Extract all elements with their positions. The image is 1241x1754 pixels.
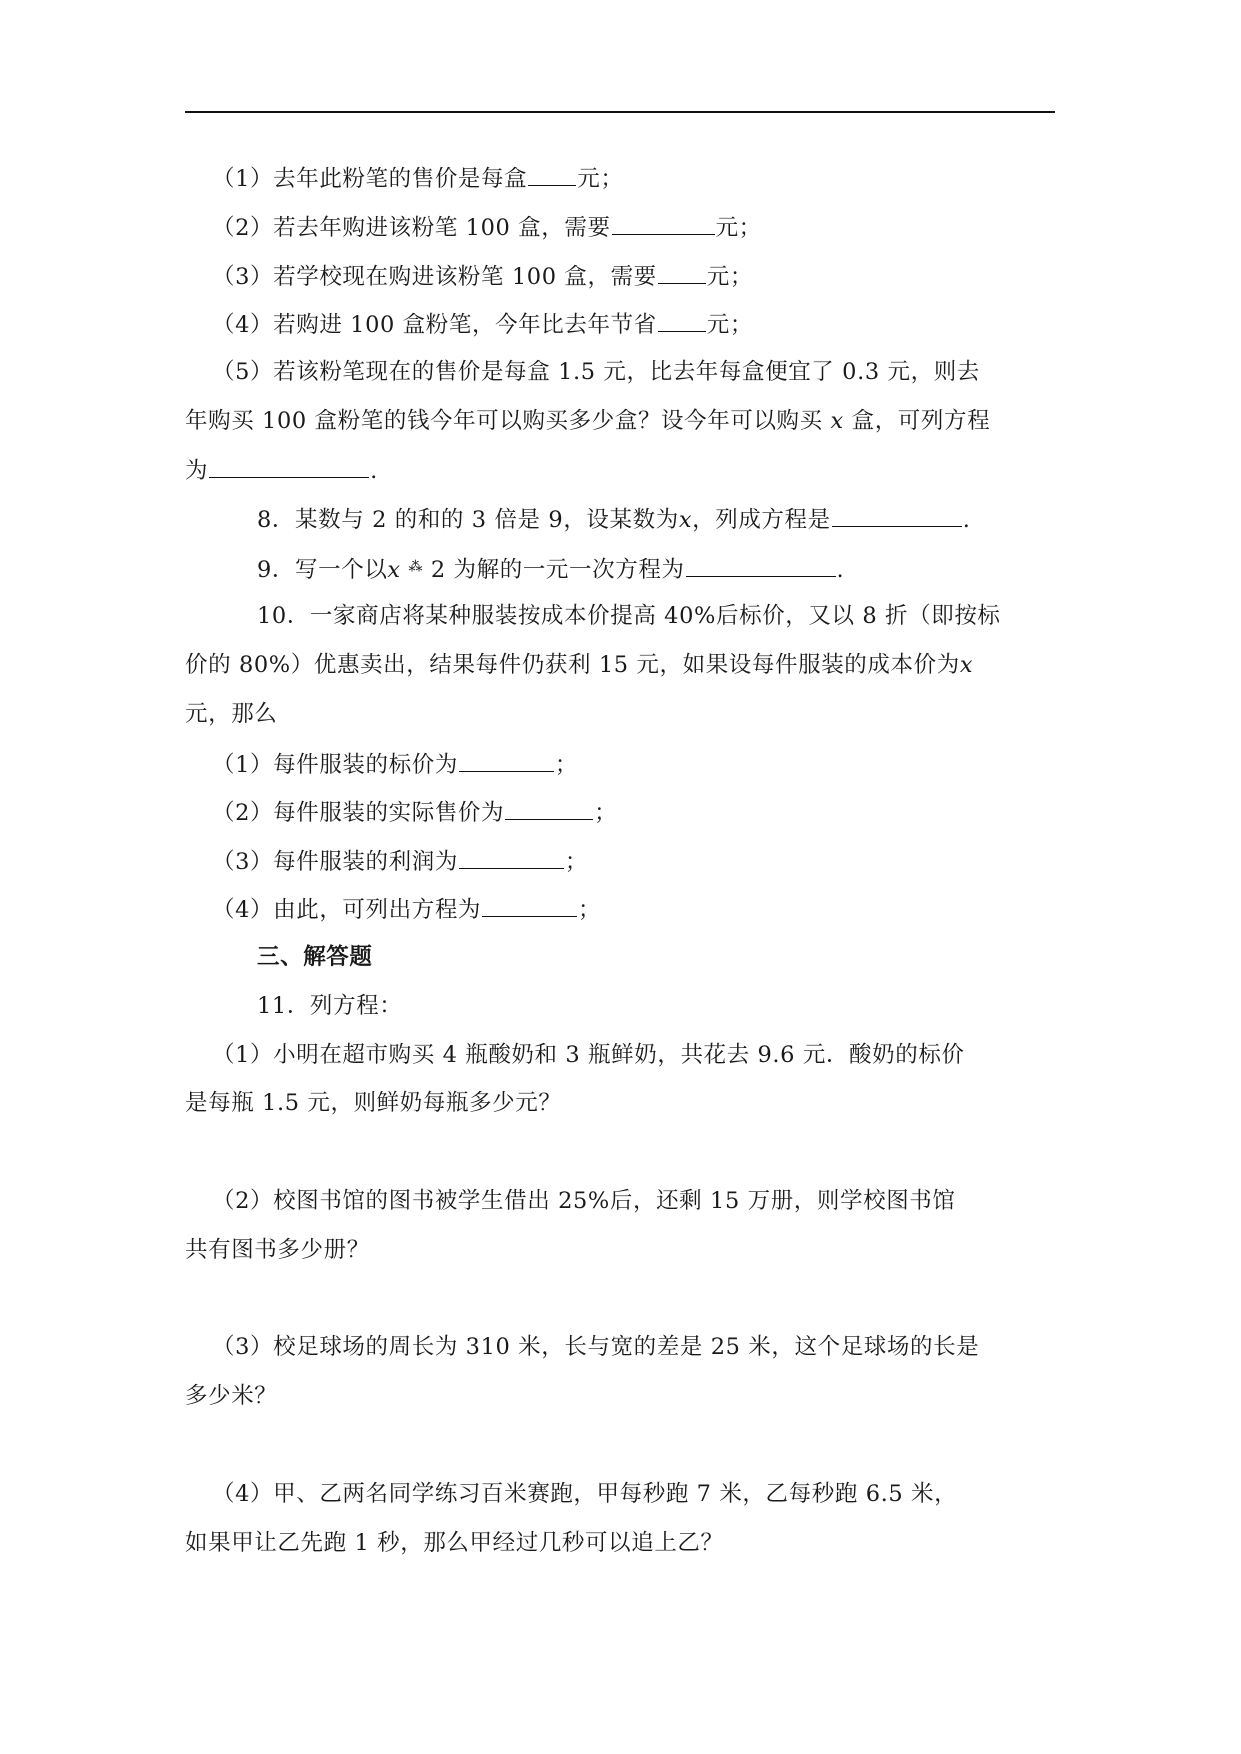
problem-1-cont: 是每瓶 1.5 元，则鲜奶每瓶多少元？ [185,1090,562,1116]
header-rule [185,111,1055,113]
question-9: 9．写一个以x ⁂ 2 为解的一元一次方程为 . [257,553,844,584]
question-10-cont: 价的 80%）优惠卖出，结果每件仍获利 15 元，如果设每件服装的成本价为x [185,652,974,678]
question-10-end: 元，那么 [185,701,278,727]
item-7-3: （3）若学校现在购进该粉笔 100 盒，需要 元； [212,261,753,291]
item-7-5: （5）若该粉笔现在的售价是每盒 1.5 元，比去年每盒便宜了 0.3 元，则去 [212,359,980,385]
answer-blank[interactable] [658,309,706,332]
problem-4: （4）甲、乙两名同学练习百米赛跑，甲每秒跑 7 米，乙每秒跑 6.5 米， [212,1481,958,1507]
item-7-2: （2）若去年购进该粉笔 100 盒，需要 元； [212,212,762,242]
item-7-5-end: 为 . [185,455,378,485]
answer-blank[interactable] [658,261,706,284]
item-7-1: （1）去年此粉笔的售价是每盒 元； [212,163,623,193]
answer-blank[interactable] [832,504,962,527]
answer-blank[interactable] [482,894,577,917]
problem-2-cont: 共有图书多少册？ [185,1237,370,1263]
problem-3-cont: 多少米？ [185,1383,278,1409]
problem-2: （2）校图书馆的图书被学生借出 25%后，还剩 15 万册，则学校图书馆 [212,1188,956,1214]
problem-3: （3）校足球场的周长为 310 米，长与宽的差是 25 米，这个足球场的长是 [212,1334,980,1360]
item-10-4: （4）由此，可列出方程为 ； [212,894,601,924]
garbled-symbol: ⁂ [408,559,424,575]
item-10-3: （3）每件服装的利润为 ； [212,846,588,876]
item-10-2: （2）每件服装的实际售价为 ； [212,797,617,827]
question-10: 10．一家商店将某种服装按成本价提高 40%后标价，又以 8 折（即按标 [257,603,1001,629]
answer-blank[interactable] [459,846,564,869]
answer-blank[interactable] [528,163,576,186]
question-11: 11．列方程： [257,993,403,1019]
answer-blank[interactable] [505,797,593,820]
item-10-1: （1）每件服装的标价为 ； [212,749,578,779]
problem-4-cont: 如果甲让乙先跑 1 秒，那么甲经过几秒可以追上乙？ [185,1530,724,1556]
answer-blank[interactable] [686,554,836,577]
section-heading: 三、解答题 [257,944,373,970]
answer-blank[interactable] [612,212,715,235]
item-7-4: （4）若购进 100 盒粉笔，今年比去年节省 元； [212,309,753,339]
answer-blank[interactable] [459,749,554,772]
problem-1: （1）小明在超市购买 4 瓶酸奶和 3 瓶鲜奶，共花去 9.6 元．酸奶的标价 [212,1042,965,1068]
question-8: 8．某数与 2 的和的 3 倍是 9，设某数为x，列成方程是 . [257,504,971,534]
item-7-5-cont: 年购买 100 盒粉笔的钱今年可以购买多少盒？设今年可以购买 x 盒，可列方程 [185,408,991,434]
answer-blank[interactable] [209,455,369,478]
